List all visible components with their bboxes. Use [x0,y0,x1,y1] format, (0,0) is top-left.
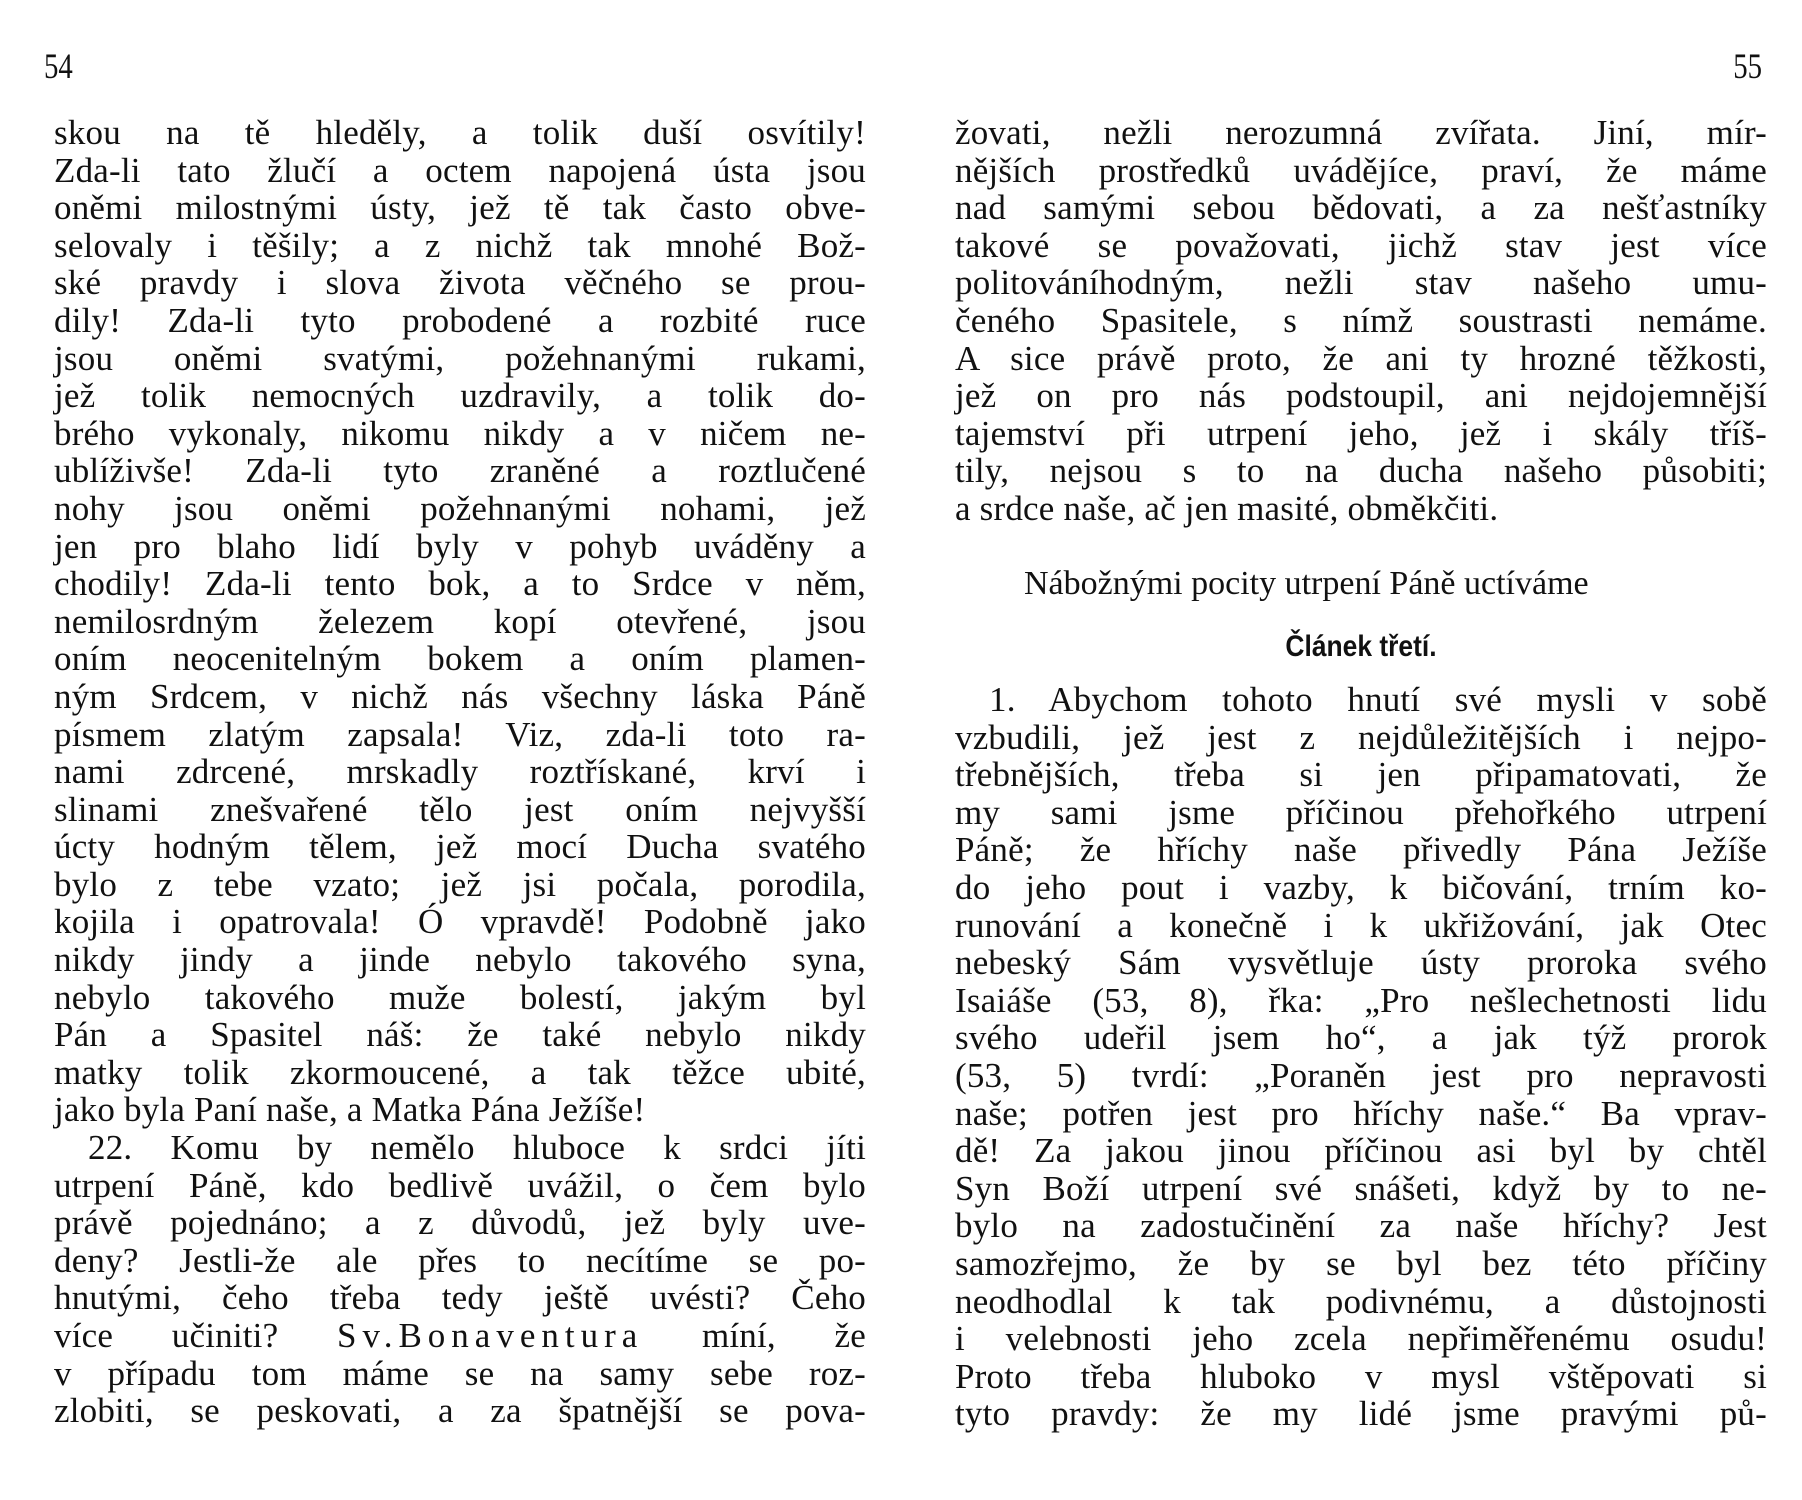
text-line: jež tolik nemocných uzdravily, a tolik do- [54,376,866,416]
text-line: Proto třeba hluboko v mysl vštěpovati si [955,1356,1767,1396]
text-line: matky tolik zkormoucené, a tak těžce ubité, [54,1052,866,1092]
text-line: nějších prostředků uvádějíce, praví, že máme [955,150,1767,190]
text-line: bylo na zadostučinění za naše hříchy? Jest [955,1206,1767,1246]
text-line: nikdy jindy a jinde nebylo takového syna, [54,940,866,980]
text-line: takové se považovati, jichž stav jest více [955,225,1767,265]
text-line: třebnějších, třeba si jen připamatovati, že [955,755,1767,795]
chapter-heading: Článek třetí. [1285,630,1437,663]
text-line: Pán a Spasitel náš: že také nebylo nikdy [54,1015,866,1055]
text-line: žovati, nežli nerozumná zvířata. Jiní, mír- [955,113,1767,152]
text-line: a srdce naše, ač jen masité, obměkčiti. [955,488,1499,528]
text-line: selovaly i těšily; a z nichž tak mnohé Bož- [54,225,866,265]
text-line: jako byla Paní naše, a Matka Pána Ježíše! [54,1090,646,1130]
text-line: tajemství při utrpení jeho, jež i skály tříš- [955,413,1767,453]
text-line: my sami jsme příčinou přehořkého utrpení [955,792,1767,832]
spaced-name: Sv.Bonaventura [337,1316,644,1355]
text-line: deny? Jestli-že ale přes to necítíme se po- [54,1240,866,1280]
text-line: tyto pravdy: že my lidé jsme pravými pů- [955,1394,1767,1434]
text-line: dily! Zda-li tyto probodené a rozbité ruce [54,300,866,340]
text-line: brého vykonaly, nikomu nikdy a v ničem ne- [54,413,866,453]
text-line: nohy jsou oněmi požehnanými nohami, jež [54,488,866,528]
text-line: kojila i opatrovala! Ó vpravdě! Podobně jako [54,902,866,942]
text-line: naše; potřen jest pro hříchy naše.“ Ba vprav- [955,1093,1767,1133]
text-line: (53, 5) tvrdí: „Poraněn jest pro nepravosti [955,1055,1767,1095]
page-number-right: 55 [1733,46,1762,86]
right-page-text-bottom [955,681,1767,1433]
text-line: i velebnosti jeho zcela nepřiměřenému osudu! [955,1319,1767,1359]
text-line: chodily! Zda-li tento bok, a to Srdce v něm, [54,564,866,604]
text-line: jež on pro nás podstoupil, ani nejdojemnější [955,376,1767,416]
text-line: do jeho pout i vazby, k bičování, trním ko- [955,867,1767,907]
text-line: právě pojednáno; a z důvodů, jež byly uve- [54,1203,866,1243]
text-line: čeného Spasitele, s nímž soustrasti nemáme. [955,300,1767,340]
text-line: politováníhodným, nežli stav našeho umu- [955,263,1767,303]
text-line: vzbudili, jež jest z nejdůležitějších i nejpo- [955,717,1767,757]
section-subtitle: Nábožnými pocity utrpení Páně uctíváme [1024,565,1589,602]
right-page-text-top [955,114,1767,528]
text-line: ublíživše! Zda-li tyto zraněné a roztlučené [54,451,866,491]
text-line: nebeský Sám vysvětluje ústy proroka svého [955,943,1767,983]
text-line: v případu tom máme se na samy sebe roz- [54,1353,866,1393]
text-line: Zda-li tato žlučí a octem napojená ústa jsou [54,150,866,190]
text-line: svého udeřil jsem ho“, a jak týž prorok [955,1018,1767,1058]
text-line: neodhodlal k tak podivnému, a důstojnosti [955,1281,1767,1321]
text-line: Páně; že hříchy naše přivedly Pána Ježíše [955,830,1767,870]
text-line: oněmi milostnými ústy, jež tě tak často obve- [54,188,866,228]
text-line: hnutými, čeho třeba tedy ještě uvésti? Čeho [54,1278,866,1318]
text-line: ným Srdcem, v nichž nás všechny láska Páně [54,676,866,716]
text-line: 1. Abychom tohoto hnutí své mysli v sobě [989,680,1767,719]
text-line: písmem zlatým zapsala! Viz, zda-li toto ra- [54,714,866,754]
text-line: nemilosrdným železem kopí otevřené, jsou [54,601,866,641]
text-line: zlobiti, se peskovati, a za špatnější se pova- [54,1391,866,1431]
text-line: jsou oněmi svatými, požehnanými rukami, [54,338,866,378]
text-line: samozřejmo, že by se byl bez této příčiny [955,1243,1767,1283]
text-line: utrpení Páně, kdo bedlivě uvážil, o čem bylo [54,1165,866,1205]
text-line: Isaiáše (53, 8), řka: „Pro nešlechetnosti lidu [955,980,1767,1020]
text-line: více učiniti? Sv.Bonaventura míní, že [54,1316,867,1355]
left-page-text [54,114,866,1430]
text-line: úcty hodným tělem, jež mocí Ducha svatého [54,827,866,867]
text-line: tily, nejsou s to na ducha našeho působiti; [955,451,1767,491]
text-line: ské pravdy i slova života věčného se prou- [54,263,866,303]
text-line: oním neocenitelným bokem a oním plamen- [54,639,866,679]
text-line: runování a konečně i k ukřižování, jak Otec [955,905,1767,945]
text-line: bylo z tebe vzato; jež jsi počala, porodila, [54,864,866,904]
text-line: dě! Za jakou jinou příčinou asi byl by chtěl [955,1131,1767,1171]
text-line: 22. Komu by nemělo hluboce k srdci jíti [88,1128,866,1168]
text-line: nebylo takového muže bolestí, jakým byl [54,977,866,1017]
text-line: A sice právě proto, že ani ty hrozné těžkosti, [955,338,1767,378]
text-line: skou na tě hleděly, a tolik duší osvítily! [54,113,866,152]
text-line: nad samými sebou bědovati, a za nešťastníky [955,188,1767,228]
text-line: Syn Boží utrpení své snášeti, když by to ne- [955,1168,1767,1208]
page-number-left: 54 [44,46,73,86]
text-line: jen pro blaho lidí byly v pohyb uváděny a [54,526,866,566]
text-line: slinami znešvařené tělo jest oním nejvyšší [54,789,866,829]
text-line: nami zdrcené, mrskadly roztřískané, krví i [54,752,866,792]
